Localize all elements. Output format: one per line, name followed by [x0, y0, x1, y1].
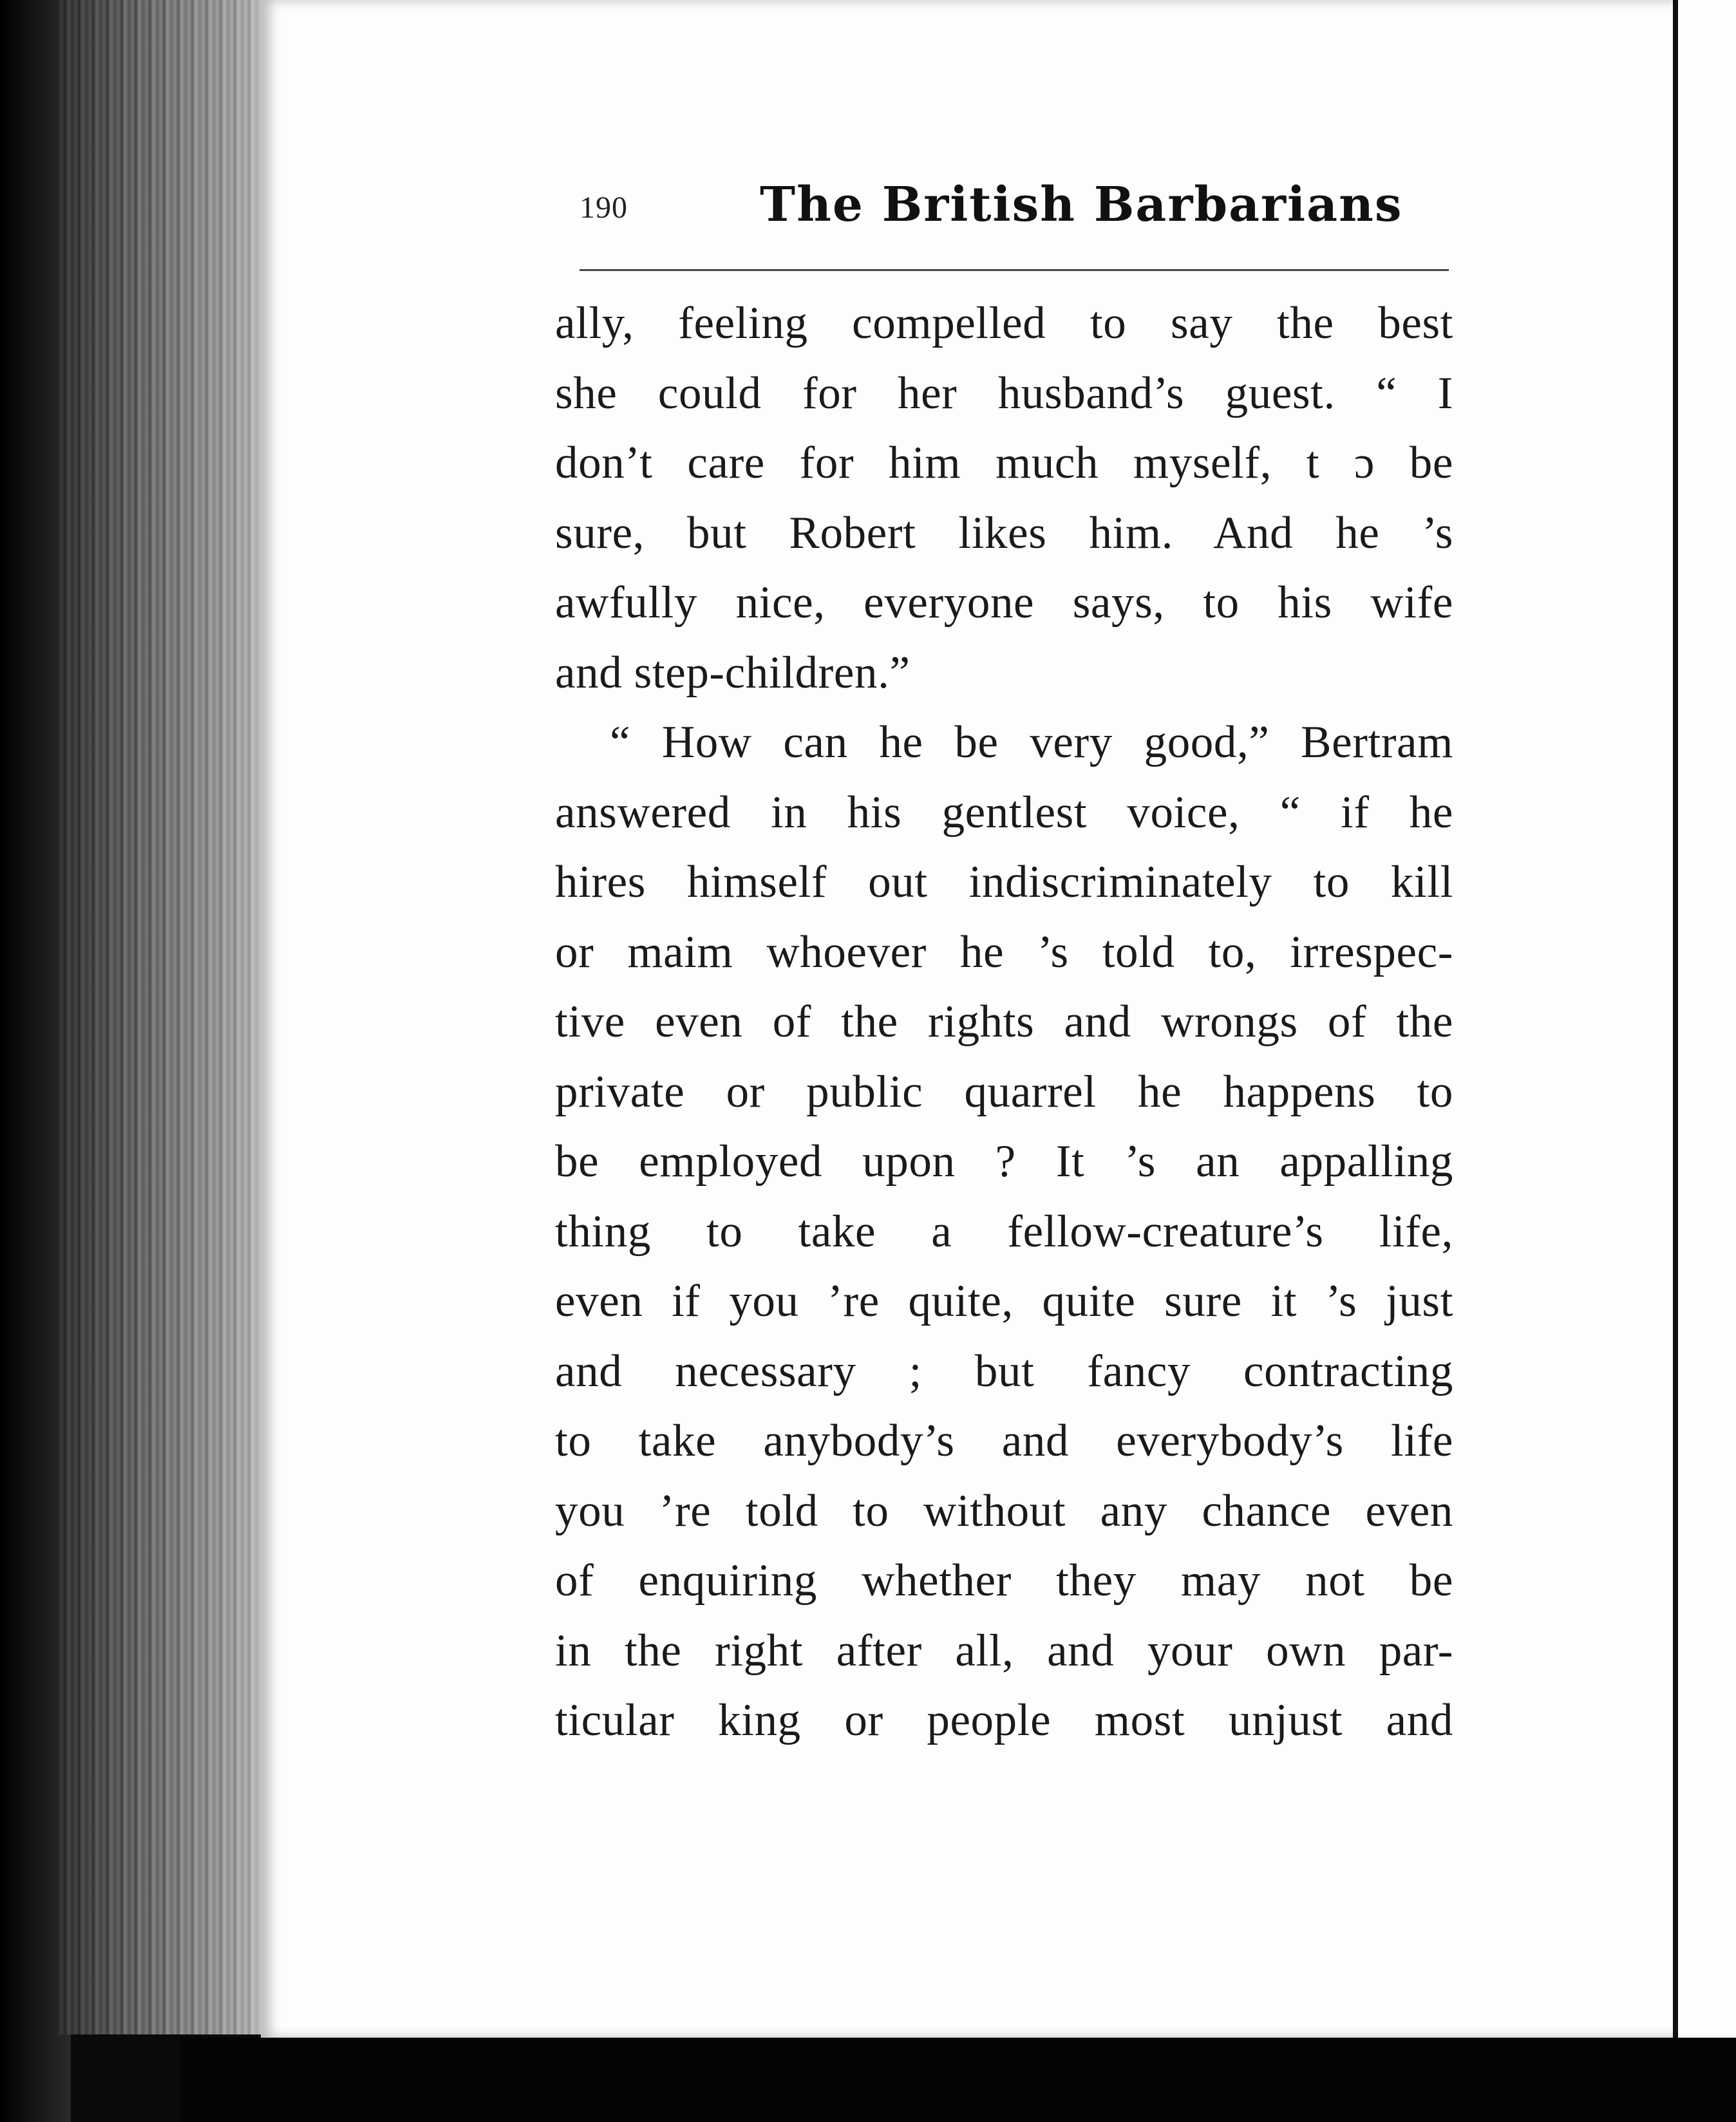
header-rule	[580, 269, 1449, 271]
text-line: even if you ’re quite, quite sure it ’s just	[555, 1276, 1453, 1326]
text-line: you ’re told to without any chance even	[555, 1485, 1453, 1536]
text-line: don’t care for him much myself, t ɔ be	[555, 438, 1453, 488]
text-line: tive even of the rights and wrongs of the	[555, 997, 1453, 1047]
page-header	[580, 177, 1449, 248]
text-line: to take anybody’s and everybody’s life	[555, 1416, 1453, 1466]
text-line: be employed upon ? It ’s an appalling	[555, 1136, 1453, 1187]
text-line: in the right after all, and your own par-	[555, 1625, 1453, 1676]
text-line: private or public quarrel he happens to	[555, 1066, 1453, 1117]
page-number: 190	[580, 191, 628, 225]
running-head: The British Barbarians	[760, 177, 1403, 232]
text-line: of enquiring whether they may not be	[555, 1555, 1453, 1606]
text-line: thing to take a fellow-creature’s life,	[555, 1206, 1453, 1257]
text-line: answered in his gentlest voice, “ if he	[555, 787, 1453, 838]
margin-strip	[1678, 0, 1736, 2122]
text-line: ticular king or people most unjust and	[555, 1695, 1453, 1745]
body-text	[555, 288, 1453, 1756]
text-line: awfully nice, everyone says, to his wife	[555, 577, 1453, 628]
text-line: sure, but Robert likes him. And he ’s	[555, 507, 1453, 558]
text-line: hires himself out indiscriminately to kill	[555, 857, 1453, 907]
page-edges	[58, 0, 270, 2034]
text-line: and step-children.”	[555, 647, 910, 698]
text-line: and necessary ; but fancy contracting	[555, 1346, 1453, 1396]
text-line: ally, feeling compelled to say the best	[555, 298, 1453, 348]
bottom-shadow	[180, 2038, 1736, 2122]
text-line: “ How can he be very good,” Bertram	[610, 717, 1453, 767]
page-right-border	[1673, 0, 1678, 2038]
text-line: or maim whoever he ’s told to, irrespec-	[555, 926, 1453, 977]
text-line: she could for her husband’s guest. “ I	[555, 368, 1453, 418]
